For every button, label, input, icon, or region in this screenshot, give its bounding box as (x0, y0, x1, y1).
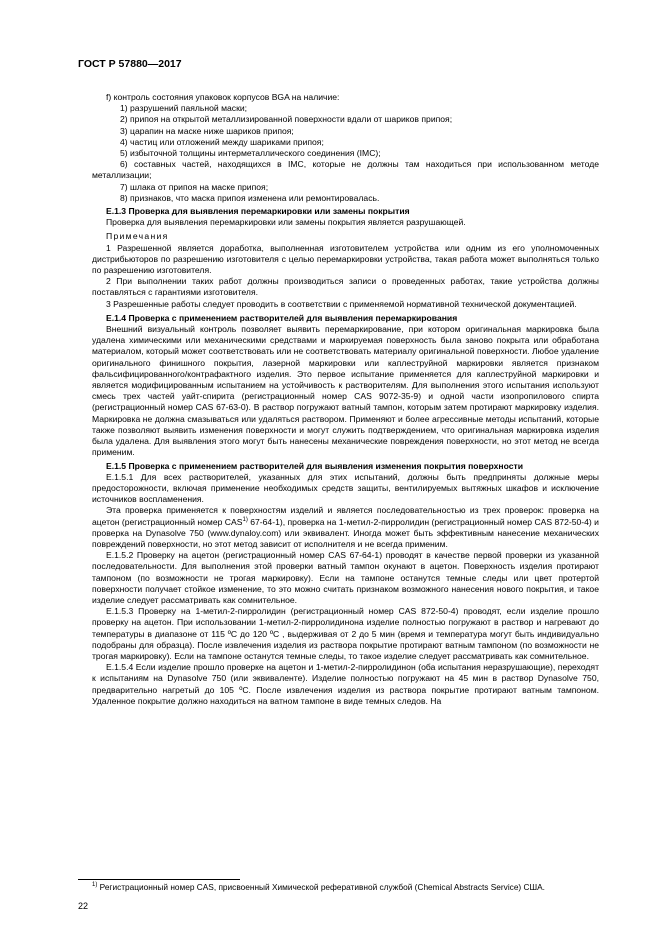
paragraph-e154: Е.1.5.4 Если изделие прошло проверке на ацетон и 1-метил-2-пирролидинон (оба испытания неразрушающие), переходят к испытаниям на Dynasolve 750 (или эквиваленте). Изделие полностью погружают на 45 мин в раствор Dynasolve 750, предварительно нагретый до 105 ºС. После извлечения изделия из раствора покрытие протирают ватным тампоном. Удаленное покрытие должно находиться на ватном тампоне в виде темных следов. На (92, 662, 599, 706)
footnote-text: Регистрационный номер CAS, присвоенный Химической реферативной службой (Chemical Abstracts Service) США. (97, 882, 545, 892)
section-text-e13: Проверка для выявления перемаркировки или замены покрытия является разрушающей. (106, 217, 466, 228)
document-body (92, 92, 599, 707)
list-item: 7) шлака от припоя на маске припоя; (120, 181, 269, 192)
list-item: 1) разрушений паяльной маски; (120, 103, 248, 114)
section-heading-e13: Е.1.3 Проверка для выявления перемаркировки или замены покрытия (106, 206, 410, 217)
list-item: 6) составных частей, находящихся в IMC, которые не должны там находиться при использованном методе металлизации; (92, 159, 599, 181)
note-item: 1 Разрешенной является доработка, выполненная изготовителем устройства или одним из его уполномоченных дистрибьюторов по разрешению изготовителя с целью перемаркировки устройства, такая работа может выполняться только по разрешению изготовителя. (92, 242, 599, 276)
paragraph-e15-intro (92, 505, 599, 550)
section-heading-e15: Е.1.5 Проверка с применением растворителей для выявления изменения покрытия поверхности (106, 460, 524, 471)
footnote-reference[interactable]: 1) (242, 516, 248, 523)
footnote-marker: 1) (92, 882, 98, 889)
list-item: 4) частиц или отложений между шариками припоя; (120, 136, 324, 147)
note-item: 3 Разрешенные работы следует проводить в соответствии с применяемой нормативной технической документацией. (106, 298, 577, 309)
paragraph-e151: Е.1.5.1 Для всех растворителей, указанных для этих испытаний, должны быть предприняты должные меры предосторожности, включая применение необходимых средств защиты, вентилируемых вытяжных шкафов и исключение источников воспламенения. (92, 471, 599, 505)
footnote-divider (78, 879, 240, 880)
list-intro: f) контроль состояния упаковок корпусов BGA на наличие: (106, 92, 340, 102)
page-number: 22 (78, 901, 89, 911)
paragraph-e153: Е.1.5.3 Проверку на 1-метил-2-пирролидин (регистрационный номер CAS 872-50-4) проводят, если изделие прошло проверку на ацетон. При использовании 1-метил-2-пирролидинона изделие полностью погружают в раствор и нагревают до температуры в диапазоне от 115 ºС до 120 ºС , выдерживая от 2 до 5 мин (время и температура могут быть индивидуально подобраны для образца). После извлечения изделия из раствора покрытие протирают ватным тампоном (по возможности не трогая маркировку). Если на тампоне останутся темные следы, то такое изделие следует рассматривать как сомнительное. (92, 606, 599, 661)
list-item: 8) признаков, что маска припоя изменена или ремонтировалась. (120, 192, 380, 203)
list-item: 5) избыточной толщины интерметаллического соединения (IMC); (120, 148, 381, 159)
list-item: 2) припоя на открытой металлизированной поверхности вдали от шариков припоя; (120, 114, 453, 125)
paragraph-text: 67-64-1), проверка на 1-метил-2-пирролидин (регистрационный номер CAS 872-50-4) и проверка на Dynasolve 750 (www.dynaloy.com) или эквивалент. Иногда может быть эффективным нанесение механических повреждений поверхности, но этот метод зависит от исполнителя и не всегда применим. (92, 516, 599, 549)
list-item: 3) царапин на маске ниже шариков припоя; (120, 125, 294, 136)
paragraph-e152: Е.1.5.2 Проверку на ацетон (регистрационный номер CAS 67-64-1) проводят в качестве первой проверки из указанной последовательности. Для выполнения этой проверки ватный тампон окунают в ацетон. Поверхность изделия протирают тампоном (по возможности не трогая маркировку). Если на тампоне останутся темные следы или цвет протертой поверхности получает стойкое изменение, то это можно считать признаком возможного нанесения нового покрытия, и такое изделие следует рассматривать как сомнительное. (92, 550, 599, 605)
section-text-e14: Внешний визуальный контроль позволяет выявить перемаркирование, при котором оригинальная маркировка была удалена химическими или механическими средствами и маркируемая поверхность была заново покрыта или обработана материалом, который может соответствовать или не соответствовать материалу оригинальной поверхности. Любое удаление оригинального финишного покрытия, лазерной маркировки или каплеструйной маркировки является признаком фальсифицированного/контрафактного изделия. Это первое испытание применяется для каплеструйной маркировки и является модифицированным испытанием на устойчивость к растворителям. Для выполнения этого испытания используют смесь трех частей уайт-спирита (регистрационный номер CAS 9072-35-9) и одной части изопропилового спирта (регистрационный номер CAS 67-63-0). В раствор погружают ватный тампон, которым затем протирают маркировку изделия. Маркировка не должна смазываться или удаляться раствором. Применяют и более агрессивные методы испытаний, которые также позволяют выявить изменения поверхности и могут служить подтверждением, что оригинальная маркировка изделия была удалена. Для выявления этого могут быть нанесены механические повреждения поверхности, но этот метод не всегда применим. (92, 324, 599, 458)
document-header: ГОСТ Р 57880—2017 (78, 58, 182, 70)
note-item: 2 При выполнении таких работ должны производиться записи о проведенных работах, такие устройства должны поставляться с гарантиями изготовителя. (92, 276, 599, 298)
notes-title: Примечания (106, 231, 169, 242)
paragraph-text: Эта проверка применяется к поверхностям изделий и является последовательностью из трех проверок: проверка на ацетон (регистрационный номер CAS (92, 505, 599, 527)
section-heading-e14: Е.1.4 Проверка с применением растворителей для выявления перемаркирования (106, 312, 458, 323)
footnote (78, 882, 599, 893)
